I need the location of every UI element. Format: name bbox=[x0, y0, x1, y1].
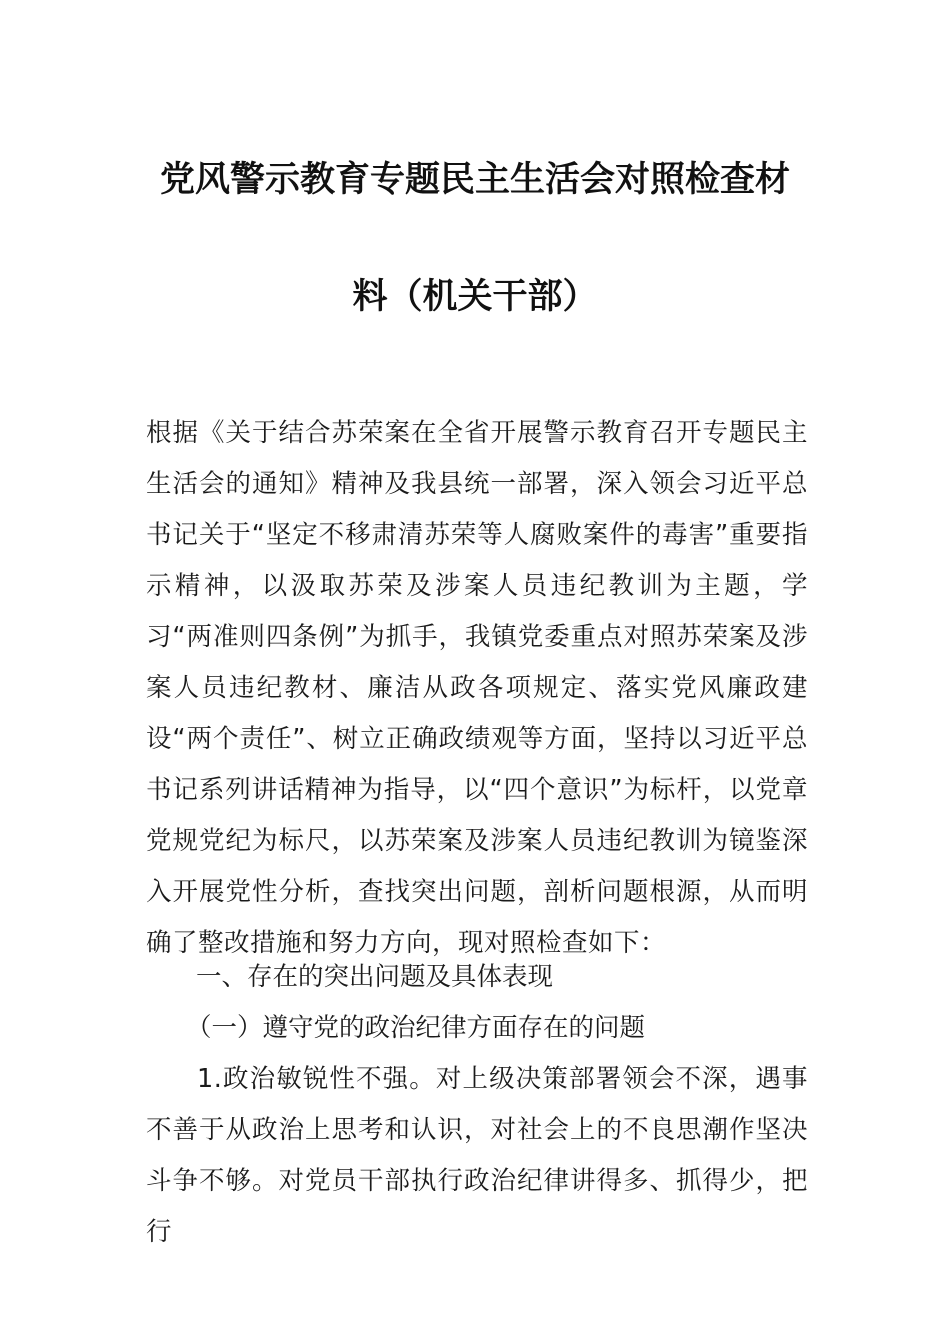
document-title-line-2: 料（机关干部） bbox=[352, 277, 598, 317]
subsection-heading: （一）遵守党的政治纪律方面存在的问题 bbox=[186, 1013, 646, 1043]
intro-paragraph: 根据《关于结合苏荣案在全省开展警示教育召开专题民主生活会的通知》精神及我县统一部署，深入领会习近平总书记关于“坚定不移肃清苏荣等人腐败案件的毒害”重要指示精神，以汲取苏荣及涉案人员违纪教训为主题，学习“两准则四条例”为抓手，我镇党委重点对照苏荣案及涉案人员违纪教材、廉洁从政各项规定、落实党风廉政建设“两个责任”、树立正确政绩观等方面，坚持以习近平总书记系列讲话精神为指导，以“四个意识”为标杆，以党章党规党纪为标尺，以苏荣案及涉案人员违纪教训为镜鉴深入开展党性分析，查找突出问题，剖析问题根源，从而明确了整改措施和努力方向，现对照检查如下： bbox=[146, 418, 808, 958]
item-paragraph-1: 1.政治敏锐性不强。对上级决策部署领会不深，遇事不善于从政治上思考和认识，对社会上的不良思潮作坚决斗争不够。对党员干部执行政治纪律讲得多、抓得少，把行 bbox=[146, 1064, 808, 1247]
section-heading: 一、存在的突出问题及具体表现 bbox=[196, 962, 554, 992]
document-title-line-1: 党风警示教育专题民主生活会对照检查材 bbox=[159, 160, 790, 200]
